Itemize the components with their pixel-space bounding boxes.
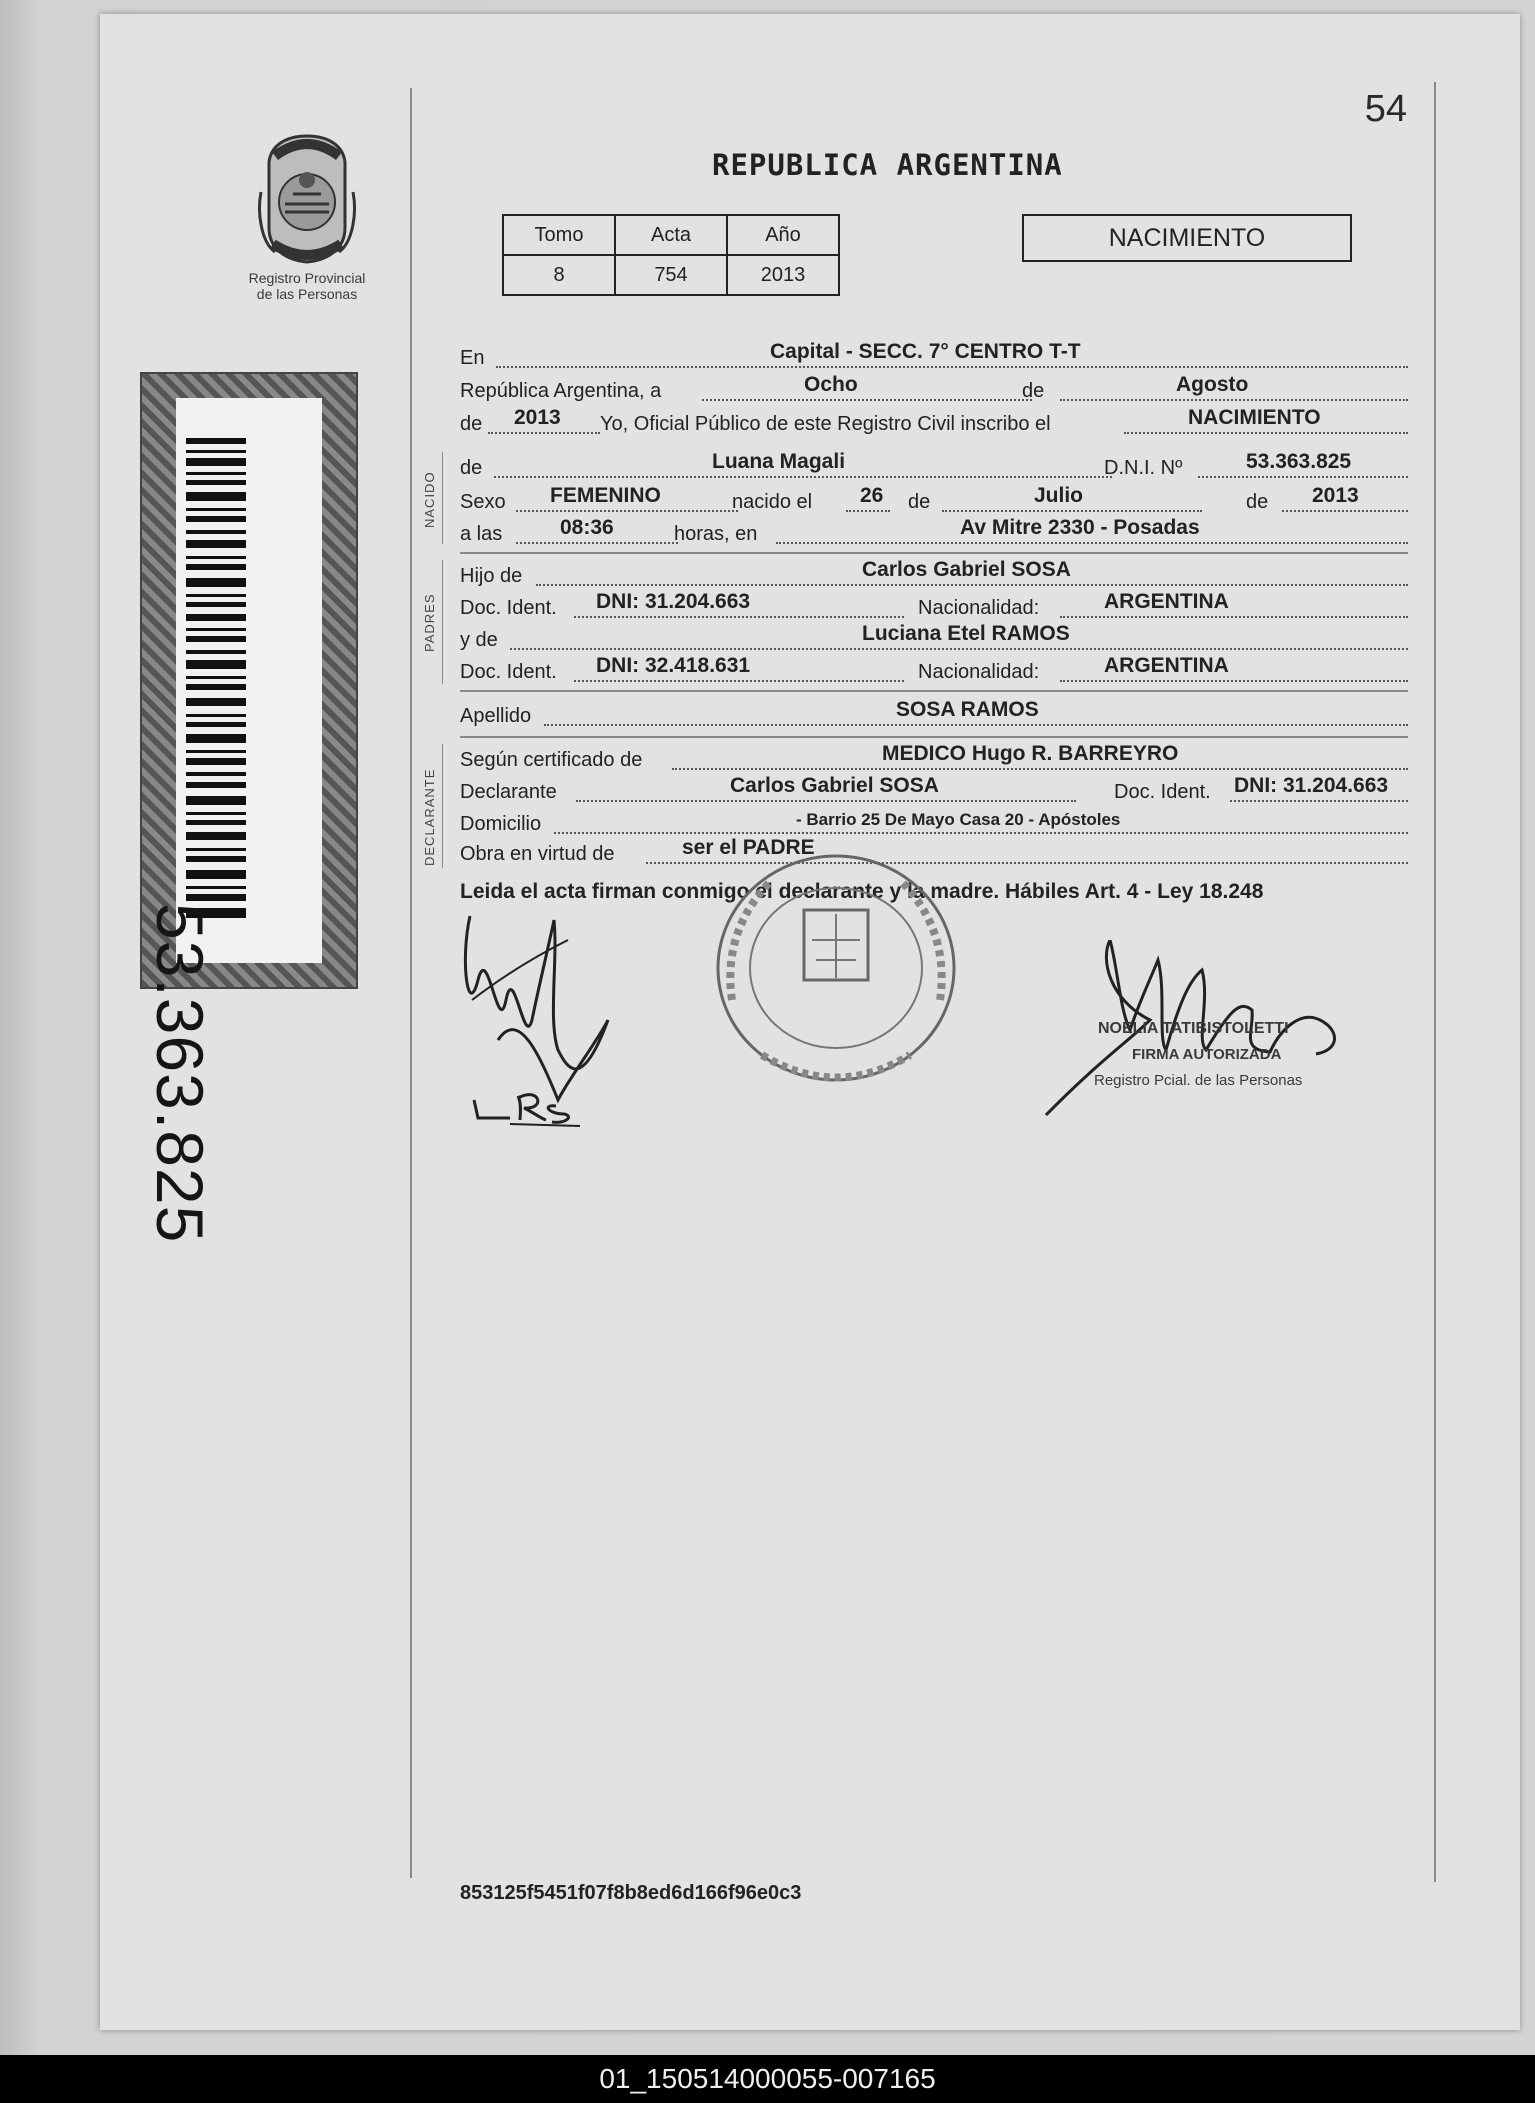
value-domicilio: - Barrio 25 De Mayo Casa 20 - Apóstoles: [796, 810, 1121, 829]
row-en: [460, 342, 1408, 372]
label-yo: Yo, Oficial Público de este Registro Civil inscribo el: [600, 413, 1051, 435]
dotted-line: [494, 476, 1112, 478]
dotted-line: [554, 832, 1408, 834]
label-de-year: de: [460, 413, 483, 435]
registry-table: [502, 214, 840, 296]
dotted-line: [576, 800, 1076, 802]
label-yde: y de: [460, 629, 498, 651]
row-mother: [460, 624, 1408, 654]
dotted-line: [516, 510, 738, 512]
dotted-line: [544, 724, 1408, 726]
dotted-line: [496, 366, 1408, 368]
value-obra: ser el PADRE: [682, 836, 815, 859]
initials-signature: [470, 1080, 590, 1130]
label-hijo: Hijo de: [460, 565, 523, 587]
label-apellido: Apellido: [460, 705, 532, 727]
misiones-crest-icon: [255, 132, 359, 266]
value-dni: 53.363.825: [1246, 450, 1352, 473]
value-year: 2013: [514, 406, 561, 429]
official-seal-icon: [712, 850, 960, 1085]
row-mother-doc: [460, 656, 1408, 686]
label-segun: Según certificado de: [460, 749, 643, 771]
dotted-line: [536, 584, 1408, 586]
section-separator: [460, 552, 1408, 554]
dotted-line: [672, 768, 1408, 770]
document-title: REPUBLICA ARGENTINA: [712, 148, 1063, 182]
label-en: En: [460, 347, 485, 369]
barcode-number: 53.363.825: [143, 903, 217, 1244]
section-label-declarante: DECLARANTE: [422, 768, 437, 866]
right-margin-rule: [1434, 82, 1436, 1882]
label-doc-mother: Doc. Ident.: [460, 661, 557, 683]
table-header-acta: Acta: [615, 215, 727, 255]
label-alas: a las: [460, 523, 503, 545]
dotted-line: [942, 510, 1202, 512]
value-name: Luana Magali: [712, 450, 846, 473]
dotted-line: [574, 616, 904, 618]
section-rule-padres: [442, 560, 443, 684]
closing-statement: Leida el acta firman conmigo el declarante y la madre. Hábiles Art. 4 - Ley 18.248: [460, 880, 1264, 903]
row-father-doc: [460, 592, 1408, 622]
value-mother: Luciana Etel RAMOS: [862, 622, 1070, 645]
section-label-nacido: NACIDO: [422, 471, 437, 528]
value-en: Capital - SECC. 7° CENTRO T-T: [770, 340, 1081, 363]
dotted-line: [510, 648, 1408, 650]
crest-caption-line-1: Registro Provincial: [248, 270, 366, 286]
value-declarante: Carlos Gabriel SOSA: [730, 774, 939, 797]
dotted-line: [574, 680, 904, 682]
row-time: [460, 518, 1408, 548]
section-separator: [460, 690, 1408, 692]
value-apellido: SOSA RAMOS: [896, 698, 1039, 721]
value-segun: MEDICO Hugo R. BARREYRO: [882, 742, 1179, 765]
label-de-name: de: [460, 457, 483, 479]
value-time: 08:36: [560, 516, 614, 539]
label-declarante: Declarante: [460, 781, 557, 803]
label-de-birth-year: de: [1246, 491, 1269, 513]
row-father: [460, 560, 1408, 590]
label-nacionalidad-mother: Nacionalidad:: [918, 661, 1040, 683]
value-father-nat: ARGENTINA: [1104, 590, 1229, 613]
dotted-line: [702, 399, 1032, 401]
value-day: Ocho: [804, 373, 858, 396]
dotted-line: [1060, 399, 1408, 401]
row-segun: [460, 744, 1408, 774]
value-month: Agosto: [1176, 373, 1249, 396]
barcode-label: [140, 372, 358, 1244]
label-nacionalidad-father: Nacionalidad:: [918, 597, 1040, 619]
label-dni: D.N.I. Nº: [1104, 457, 1183, 479]
crest-caption-line-2: de las Personas: [256, 286, 358, 302]
label-doc-father: Doc. Ident.: [460, 597, 557, 619]
signer-name: NOELIA TATIBISTOLETTI: [1098, 1020, 1289, 1037]
section-separator: [460, 736, 1408, 738]
row-sexo: [460, 486, 1408, 516]
value-mother-doc: DNI: 32.418.631: [596, 654, 751, 677]
label-de-month: de: [908, 491, 931, 513]
value-father: Carlos Gabriel SOSA: [862, 558, 1071, 581]
dotted-line: [1282, 510, 1408, 512]
value-birth-year: 2013: [1312, 484, 1359, 507]
barcode-inner: [143, 398, 322, 1244]
signer-org: Registro Pcial. de las Personas: [1094, 1072, 1303, 1089]
label-sexo: Sexo: [460, 491, 506, 513]
row-name: [460, 452, 1408, 482]
table-header-anio: Año: [727, 215, 839, 255]
value-decl-doc: DNI: 31.204.663: [1234, 774, 1389, 797]
signer-role: FIRMA AUTORIZADA: [1132, 1046, 1282, 1063]
row-domicilio: [460, 808, 1408, 838]
scan-footer-id: 01_150514000055-007165: [0, 2055, 1535, 2103]
value-inscribo: NACIMIENTO: [1188, 406, 1321, 429]
value-sexo: FEMENINO: [550, 484, 661, 507]
table-value-tomo: 8: [503, 255, 615, 295]
dotted-line: [1060, 680, 1408, 682]
section-rule-declarante: [442, 744, 443, 868]
dotted-line: [488, 432, 600, 434]
act-type-box: NACIMIENTO: [1022, 214, 1352, 262]
dotted-line: [1124, 432, 1408, 434]
dotted-line: [516, 542, 678, 544]
document-hash: 853125f5451f07f8b8ed6d166f96e0c3: [460, 1882, 802, 1904]
value-mother-nat: ARGENTINA: [1104, 654, 1229, 677]
crest-caption: [232, 270, 382, 302]
left-margin-rule: [410, 88, 412, 1878]
row-declarante: [460, 776, 1408, 806]
row-apellido: [460, 700, 1408, 730]
section-label-padres: PADRES: [422, 593, 437, 652]
barcode-icon: [186, 438, 246, 918]
dotted-line: [776, 542, 1408, 544]
label-nacido: nacido el: [732, 491, 813, 513]
label-domicilio: Domicilio: [460, 813, 542, 835]
dotted-line: [1198, 476, 1408, 478]
label-de: de: [1022, 380, 1045, 402]
table-value-acta: 754: [615, 255, 727, 295]
value-birth-day: 26: [860, 484, 884, 507]
row-republica: [460, 375, 1408, 405]
section-rule-nacido: [442, 452, 443, 544]
table-header-tomo: Tomo: [503, 215, 615, 255]
dotted-line: [1230, 800, 1408, 802]
value-place: Av Mitre 2330 - Posadas: [960, 516, 1200, 539]
dotted-line: [1060, 616, 1408, 618]
label-republica: República Argentina, a: [460, 380, 662, 402]
page-number: 54: [1364, 88, 1407, 130]
label-obra: Obra en virtud de: [460, 843, 615, 865]
value-father-doc: DNI: 31.204.663: [596, 590, 751, 613]
dotted-line: [846, 510, 890, 512]
row-yo: [460, 408, 1408, 438]
label-horas: horas, en: [674, 523, 758, 545]
table-value-anio: 2013: [727, 255, 839, 295]
label-decl-doc: Doc. Ident.: [1114, 781, 1211, 803]
value-birth-month: Julio: [1034, 484, 1084, 507]
